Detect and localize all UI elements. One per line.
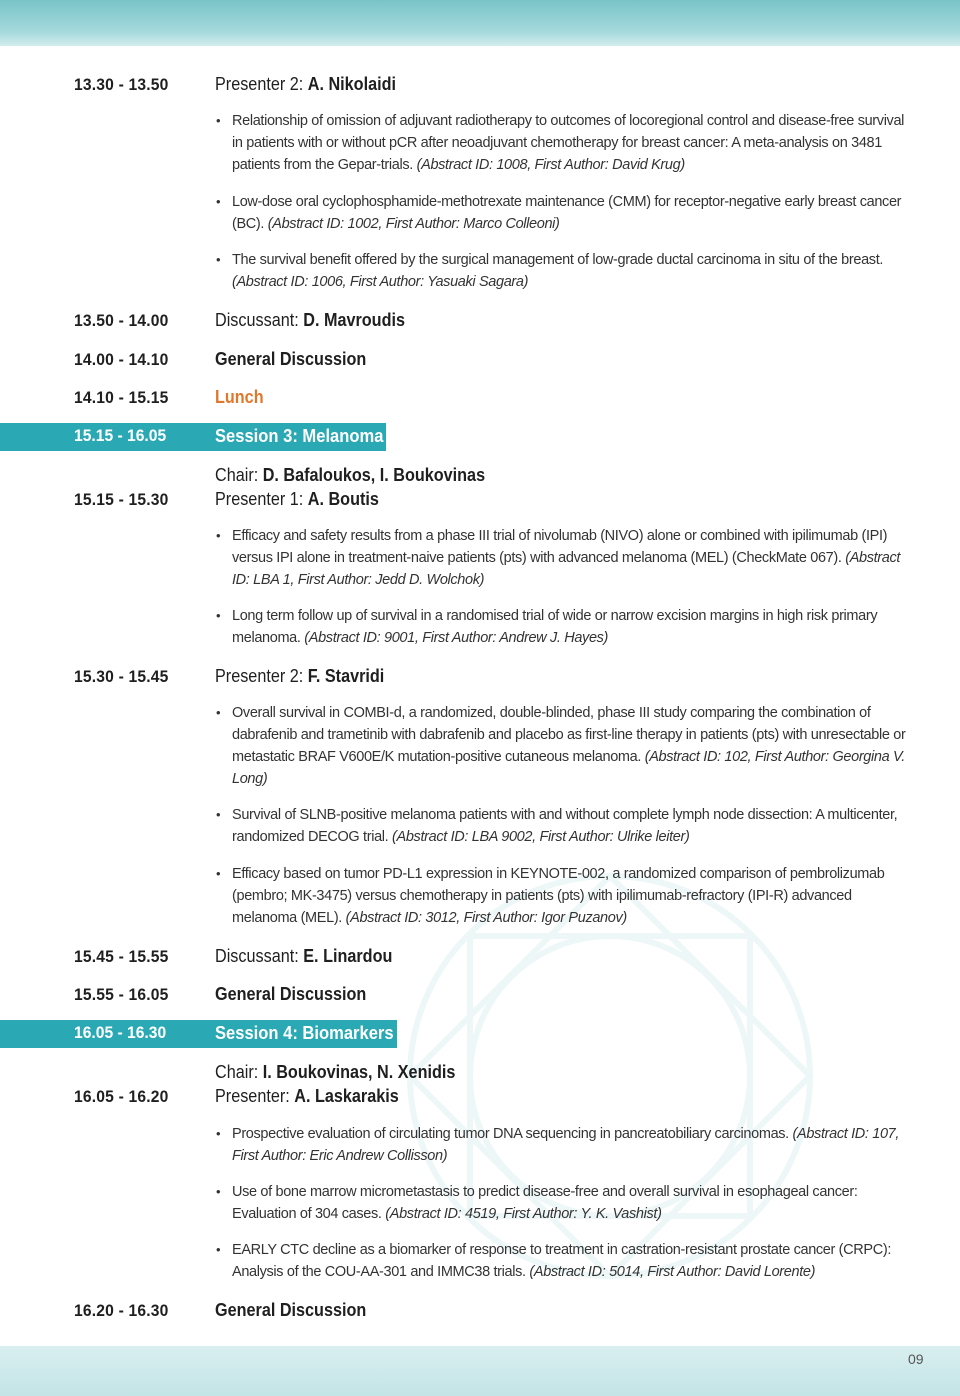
presenter-name: A. Laskarakis: [294, 1086, 399, 1106]
slot-time: 15.30 - 15.45: [74, 667, 169, 686]
chair-names: I. Boukovinas, N. Xenidis: [262, 1062, 456, 1082]
abstract-title: Efficacy based on tumor PD-L1 expression in KEYNOTE-002, a randomized comparison of pembrolizumab (pembro; MK-3475) versus chemotherapy in patients (pts) with ipilimumab-refractory (IPI-R) advanced melanoma (MEL).: [232, 866, 885, 926]
top-decorative-band: [0, 0, 960, 46]
abstract-title: Relationship of omission of adjuvant radiotherapy to outcomes of locoregional control and disease-free survival in patients with or without pCR after neoadjuvant chemotherapy for breast cancer: A meta-analysis on 3481 patients from the Gepar-trials.: [232, 113, 905, 173]
slot-time: 14.10 - 15.15: [74, 388, 169, 407]
abstract-reference: (Abstract ID: 9001, First Author: Andrew J. Hayes): [304, 630, 609, 646]
abstract-item: [232, 1123, 908, 1167]
role-label: Discussant:: [215, 946, 299, 966]
lunch-heading: Lunch: [215, 387, 264, 407]
presenter-name: F. Stavridi: [307, 666, 385, 686]
general-discussion-heading: [215, 349, 366, 370]
session-time: 15.15 - 16.05: [74, 426, 167, 445]
discussant-heading: [215, 310, 405, 331]
abstract-reference: (Abstract ID: 4519, First Author: Y. K. Vashist): [385, 1206, 662, 1222]
slot-time: 15.15 - 15.30: [74, 490, 169, 509]
abstract-reference: (Abstract ID: LBA 9002, First Author: Ulrike leiter): [392, 829, 690, 845]
abstract-reference: (Abstract ID: 1006, First Author: Yasuaki Sagara): [232, 274, 529, 290]
presenter-heading: [215, 1086, 399, 1107]
slot-time: 15.55 - 16.05: [74, 985, 169, 1004]
presenter-heading: [215, 74, 396, 95]
presenter-name: A. Nikolaidi: [307, 74, 396, 94]
abstract-item: [232, 605, 908, 649]
general-discussion-title: General Discussion: [215, 1300, 367, 1320]
slot-time: 16.05 - 16.20: [74, 1087, 169, 1106]
presenter-heading: [215, 666, 384, 687]
slot-time: 13.50 - 14.00: [74, 311, 169, 330]
discussant-heading: [215, 946, 392, 967]
role-label: Presenter:: [215, 1086, 290, 1106]
role-label: Chair:: [215, 465, 259, 485]
abstract-item: [232, 1239, 908, 1283]
role-label: Presenter 2:: [215, 666, 304, 686]
abstract-reference: (Abstract ID: 1002, First Author: Marco Colleoni): [267, 216, 560, 232]
abstract-item: [232, 191, 908, 235]
abstract-title: The survival benefit offered by the surgical management of low-grade ductal carcinoma in situ of the breast.: [232, 252, 884, 268]
slot-time: 13.30 - 13.50: [74, 75, 169, 94]
abstract-reference: (Abstract ID: 5014, First Author: David Lorente): [529, 1264, 816, 1280]
slot-time: 16.20 - 16.30: [74, 1301, 169, 1320]
presenter-heading: [215, 489, 379, 510]
general-discussion-title: General Discussion: [215, 349, 367, 369]
role-label: Presenter 2:: [215, 74, 304, 94]
chair-names: D. Bafaloukos, I. Boukovinas: [262, 465, 486, 485]
bottom-decorative-band: [0, 1346, 960, 1396]
abstract-title: Efficacy and safety results from a phase III trial of nivolumab (NIVO) alone or combined with ipilimumab (IPI) versus IPI alone in treatment-naive patients (pts) with advanced melanoma (MEL) (CheckMate 067).: [232, 528, 888, 566]
abstract-reference: (Abstract ID: LBA 1, First Author: Jedd D. Wolchok): [232, 550, 901, 588]
abstract-item: [232, 702, 908, 790]
role-label: Chair:: [215, 1062, 259, 1082]
abstract-title: Overall survival in COMBI-d, a randomized, double-blinded, phase III study comparing the combination of dabrafenib and trametinib with dabrafenib and placebo as first-line therapy in patients (pts) with unresectable or metastatic BRAF V600E/K mutation-positive cutaneous melanoma.: [232, 705, 906, 765]
session-title: Session 4: Biomarkers: [215, 1023, 394, 1043]
session-3-bar: [0, 423, 386, 451]
presenter-name: A. Boutis: [307, 489, 379, 509]
abstract-item: [232, 110, 908, 176]
abstract-reference: (Abstract ID: 1008, First Author: David Krug): [416, 157, 685, 173]
abstract-item: [232, 1181, 908, 1225]
session-4-bar: [0, 1020, 397, 1048]
abstract-item: [232, 804, 908, 848]
session-title: Session 3: Melanoma: [215, 426, 384, 446]
discussant-name: D. Mavroudis: [303, 310, 405, 330]
session-time: 16.05 - 16.30: [74, 1023, 167, 1042]
general-discussion-heading: [215, 1300, 366, 1321]
role-label: Discussant:: [215, 310, 299, 330]
abstract-reference: (Abstract ID: 107, First Author: Eric Andrew Collisson): [232, 1126, 900, 1164]
abstract-title: EARLY CTC decline as a biomarker of response to treatment in castration-resistant prostate cancer (CRPC): Analysis of the COU-AA-301 and IMMC38 trials.: [232, 1242, 892, 1280]
general-discussion-heading: [215, 984, 366, 1005]
discussant-name: E. Linardou: [303, 946, 393, 966]
abstract-item: [232, 863, 908, 929]
abstract-title: Survival of SLNB-positive melanoma patients with and without complete lymph node dissection: A multicenter, randomized DECOG trial.: [232, 807, 898, 845]
abstract-title: Low-dose oral cyclophosphamide-methotrexate maintenance (CMM) for receptor-negative early breast cancer (BC).: [232, 194, 902, 232]
role-label: Presenter 1:: [215, 489, 304, 509]
slot-time: 15.45 - 15.55: [74, 947, 169, 966]
abstract-title: Long term follow up of survival in a randomised trial of wide or narrow excision margins in high risk primary melanoma.: [232, 608, 878, 646]
abstract-item: [232, 525, 908, 591]
abstract-title: Prospective evaluation of circulating tumor DNA sequencing in pancreatobiliary carcinomas.: [232, 1126, 789, 1142]
page-number: 09: [908, 1351, 924, 1367]
abstract-reference: (Abstract ID: 102, First Author: Georgina V. Long): [232, 749, 905, 787]
abstract-item: [232, 249, 908, 293]
general-discussion-title: General Discussion: [215, 984, 367, 1004]
chair-heading: [215, 1062, 455, 1083]
slot-time: 14.00 - 14.10: [74, 350, 169, 369]
abstract-title: Use of bone marrow micrometastasis to predict disease-free and overall survival in esophageal cancer: Evaluation of 304 cases.: [232, 1184, 858, 1222]
chair-heading: [215, 465, 485, 486]
abstract-reference: (Abstract ID: 3012, First Author: Igor Puzanov): [345, 910, 627, 926]
